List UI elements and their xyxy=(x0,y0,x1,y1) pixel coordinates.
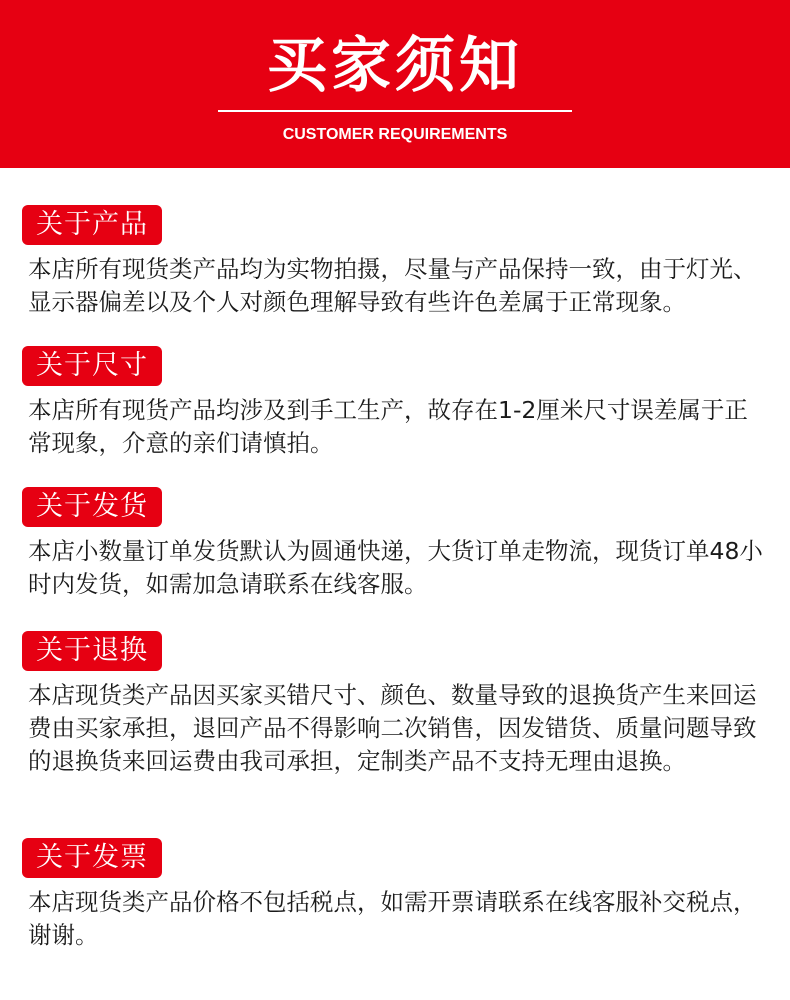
section-text: 本店小数量订单发货默认为圆通快递，大货订单走物流，现货订单48小时内发货，如需加急请联系在线客服。 xyxy=(28,537,763,598)
page-subtitle: CUSTOMER REQUIREMENTS xyxy=(282,126,508,143)
section-text: 本店现货类产品因买家买错尺寸、颜色、数量导致的退换货产生来回运费由买家承担，退回产品不得影响二次销售，因发错货、质量问题导致的退换货来回运费由我司承担，定制类产品不支持无理由退换。 xyxy=(28,681,757,775)
section-label: 关于产品 xyxy=(22,205,162,245)
section-text: 本店现货类产品价格不包括税点，如需开票请联系在线客服补交税点，谢谢。 xyxy=(28,888,757,949)
header-banner xyxy=(0,0,790,168)
section-label: 关于尺寸 xyxy=(22,346,162,386)
section-text: 本店所有现货类产品均为实物拍摄，尽量与产品保持一致，由于灯光、显示器偏差以及个人对颜色理解导致有些许色差属于正常现象。 xyxy=(28,255,757,316)
section-text: 本店所有现货产品均涉及到手工生产，故存在1-2厘米尺寸误差属于正常现象，介意的亲们请慎拍。 xyxy=(28,396,748,457)
section-label: 关于退换 xyxy=(22,631,162,671)
section-label: 关于发票 xyxy=(22,838,162,878)
title-divider xyxy=(218,110,572,112)
page-title: 买家须知 xyxy=(267,31,523,101)
section-label: 关于发货 xyxy=(22,487,162,527)
